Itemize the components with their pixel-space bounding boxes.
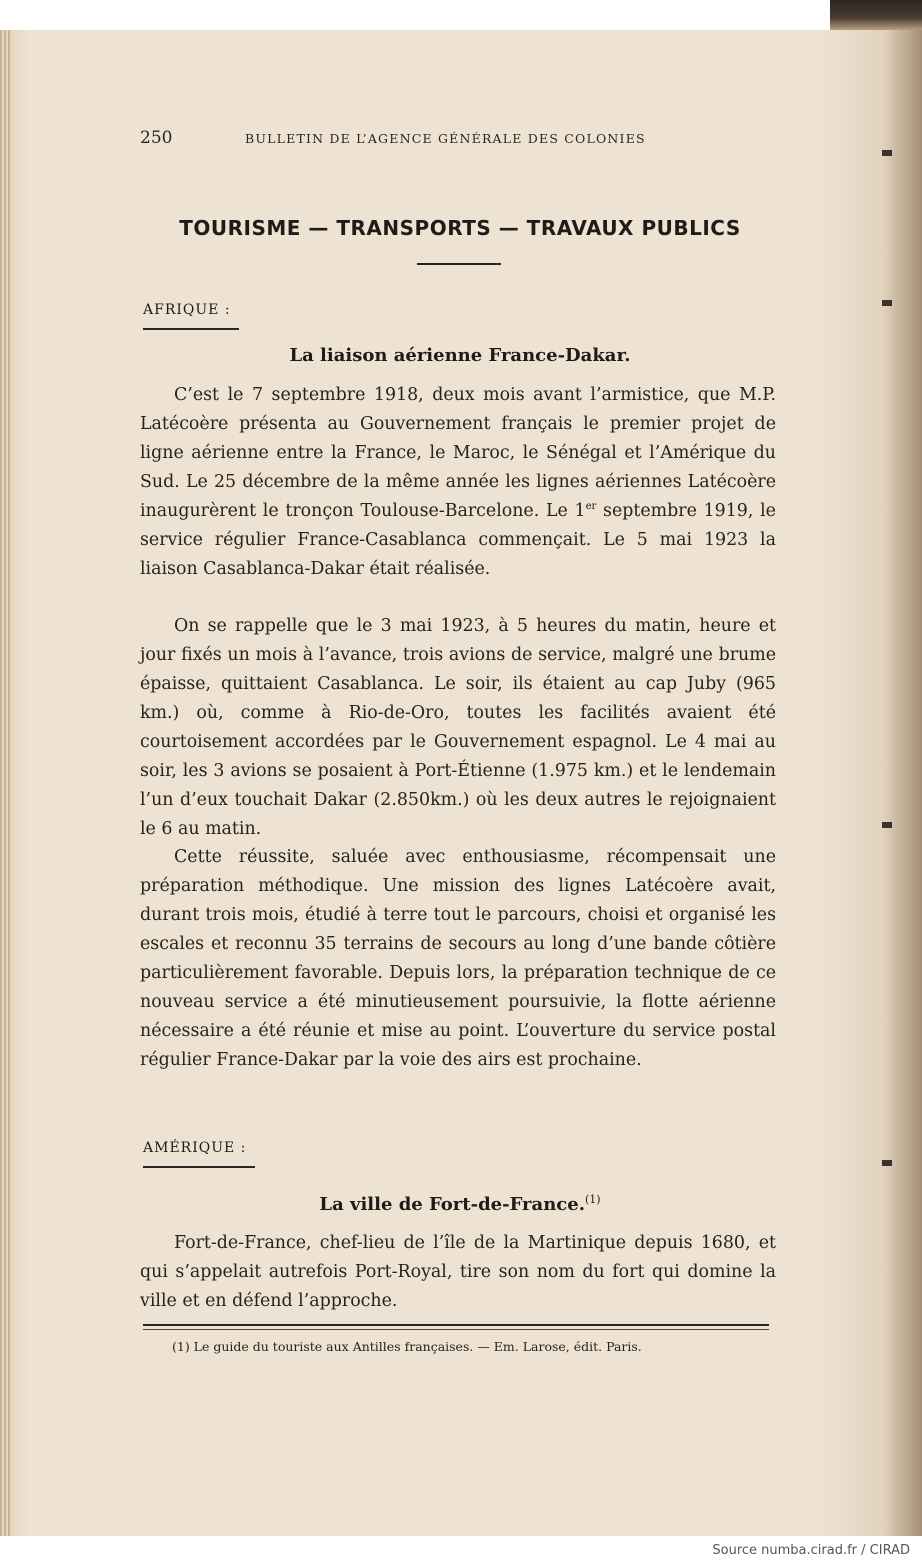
edge-mark <box>882 150 892 156</box>
region-label-amerique: AMÉRIQUE : <box>143 1140 247 1156</box>
scan-background-top <box>0 0 922 34</box>
region-label-afrique: AFRIQUE : <box>143 302 231 318</box>
edge-mark <box>882 300 892 306</box>
title-divider <box>417 263 501 265</box>
running-header: BULLETIN DE L’AGENCE GÉNÉRALE DES COLONIES <box>245 131 646 146</box>
footnote-marker: (1) <box>584 1193 601 1206</box>
article-title-france-dakar: La liaison aérienne France-Dakar. <box>289 345 631 366</box>
paragraph: Fort-de-France, chef-lieu de l’île de la Martinique depuis 1680, et qui s’appelait autrefois Port-Royal, tire son nom du fort qui domine la ville et en défend l’approche. <box>140 1233 776 1311</box>
paragraph: C’est le 7 septembre 1918, deux mois avant l’armistice, que M.P. Latécoère présenta au Gouvernement français le premier projet de ligne aérienne entre la France, le Maroc, le Sénégal et l’Amérique du Sud. Le 25 décembre de la même année les lignes aériennes Latécoère inaugurèrent le tronçon Toulouse-Barcelone. Le 1er septembre 1919, le service régulier France-Casablanca commençait. Le 5 mai 1923 la liaison Casablanca-Dakar était réalisée. <box>140 385 776 579</box>
footnote: (1) Le guide du touriste aux Antilles françaises. — Em. Larose, édit. Paris. <box>172 1339 642 1354</box>
edge-mark <box>882 1160 892 1166</box>
footnote-rule <box>143 1324 769 1326</box>
source-credit: Source numba.cirad.fr / CIRAD <box>712 1543 910 1558</box>
footnote-rule <box>143 1329 769 1330</box>
paragraph: On se rappelle que le 3 mai 1923, à 5 heures du matin, heure et jour fixés un mois à l’avance, trois avions de service, malgré une brume épaisse, quittaient Casablanca. Le soir, ils étaient au cap Juby (965 km.) où, comme à Rio-de-Oro, toutes les facilités avaient été courtoisement accordées par le Gouvernement espagnol. Le 4 mai au soir, les 3 avions se posaient à Port-Étienne (1.975 km.) et le lendemain l’un d’eux touchait Dakar (2.850km.) où les deux autres le rejoignaient le 6 au matin. <box>140 616 776 839</box>
page-edge-shadow <box>885 30 922 1536</box>
page-gutter <box>0 30 12 1536</box>
article-title-fort-de-france: La ville de Fort-de-France.$^{(1)}$ <box>319 1193 601 1215</box>
book-edge <box>830 0 922 30</box>
edge-mark <box>882 822 892 828</box>
paragraph: Cette réussite, saluée avec enthousiasme, récompensait une préparation méthodique. Une mission des lignes Latécoère avait, durant trois mois, étudié à terre tout le parcours, choisi et organisé les escales et reconnu 35 terrains de secours au long d’une bande côtière particulièrement favorable. Depuis lors, la préparation technique de ce nouveau service a été minutieusement poursuivie, la flotte aérienne nécessaire a été réunie et mise au point. L’ouverture du service postal régulier France-Dakar par la voie des airs est prochaine. <box>140 847 776 1070</box>
region-underline <box>143 328 239 330</box>
section-title: TOURISME — TRANSPORTS — TRAVAUX PUBLICS <box>179 216 741 240</box>
page-number: 250 <box>140 128 173 148</box>
region-underline <box>143 1166 255 1168</box>
